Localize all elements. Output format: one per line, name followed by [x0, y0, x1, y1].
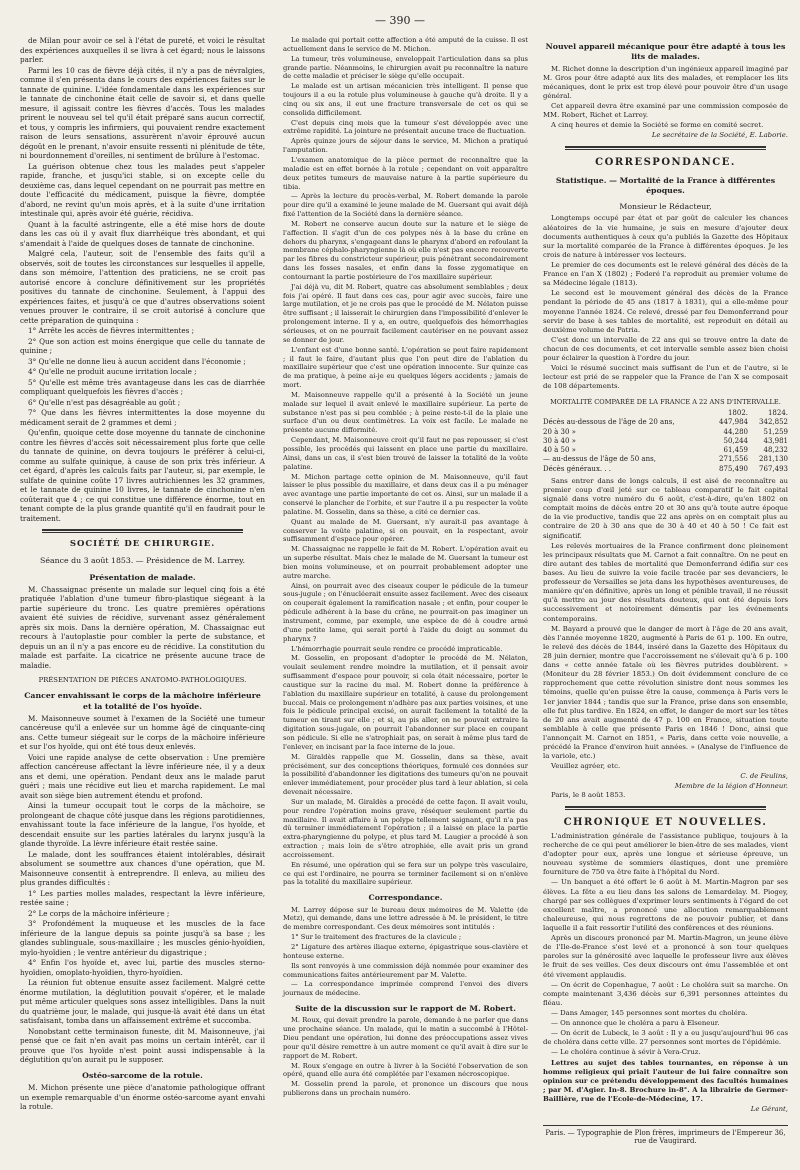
- section-rule: [42, 529, 243, 533]
- table-row: — au-dessus de l'âge de 50 ans, 271,556 281,130: [543, 455, 788, 464]
- apparatus-title: Nouvel appareil mécanique pour être adapté à tous les lits de malades.: [545, 42, 786, 62]
- paragraph: Après un discours prononcé par M. Martin-Magron, un jeune élève de l'Ile-de-France s'est levé et a prononcé à son tour quelques paroles sur la générosité avec laquelle le professeur livre aux élèves le fruit de ses veilles. Ces deux discours ont ému l'assemblée et ont été vivement applaudis.: [543, 934, 788, 979]
- letters-notice: Lettres au sujet des tables tournantes, en réponse à un homme religieux qui priait l'auteur de lui faire connaître son opinion sur ce prétendu développement des facultés humaines ; par M. d'Agier. In-8. Brochure in-8°. A la librairie de Germer-Baillière, rue de l'Ecole-de-Médecine, 17.: [543, 1058, 788, 1103]
- signature-note: Membre de la légion d'Honneur.: [674, 781, 788, 790]
- page-number: — 390 —: [375, 14, 425, 27]
- paragraph: — Après la lecture du procès-verbal, M. Robert demande la parole pour dire qu'il a examiné le jeune malade de M. Guersant qui avait déjà fixé l'attention de la Société dans la dernière séance.: [283, 192, 528, 219]
- paragraph: 4° Qu'elle ne produit aucune irritation locale ;: [28, 367, 197, 376]
- paragraph: 4° Enfin l'os hyoïde et, avec lui, partie des muscles sterno-hyoïdien, omoplato-hyoïdien, thyro-hyoïdien.: [20, 958, 265, 977]
- paragraph: 1° Les parties molles malades, respectant la lèvre inférieure, restée saine ;: [20, 888, 265, 908]
- paragraph: — On écrit de Copenhague, 7 août : Le choléra suit sa marche. On compte maintenant 3,436 décès sur 6,391 personnes atteintes du fléau.: [543, 980, 788, 1007]
- gerant: Le Gérant,: [750, 1105, 788, 1114]
- table-row: Décès au-dessous de l'âge de 20 ans, 447,984 342,852: [543, 418, 788, 427]
- table-row: 20 à 30 » 44,280 51,259: [543, 427, 788, 436]
- paragraph: 6° Qu'elle n'est pas désagréable au goût ;: [28, 397, 181, 407]
- presentation-title: Présentation de malade.: [89, 572, 196, 582]
- paragraph: 1° Sur le traitement des fractures de la clavicule ;: [291, 933, 462, 942]
- paragraph: Le premier de ces documents est le relevé général des décès de la France en l'an X (1802) ; Foderé l'a reproduit au premier volume de sa Médecine légale (1813).: [543, 261, 788, 288]
- paragraph: 2° Que son action est moins énergique que celle du tannate de quinine ;: [20, 336, 265, 355]
- paragraph: La réunion fut obtenue ensuite assez facilement. Malgré cette énorme mutilation, la déglutition pouvait s'opérer, et le malade put même articuler quelques sons assez intelligibles. Dans la nuit du quatrième jour, le malade, qui jusque-là avait été dans un état satisfaisant, tomba dans un affaissement extrême et succomba.: [20, 978, 265, 1026]
- paragraph: A cinq heures et demie la Société se forme en comité secret.: [551, 121, 764, 130]
- paragraph: L'enfant est d'une bonne santé. L'opération se peut faire rapidement ; il faut le faire, d'autant plus que l'on peut dire de l'ablation du maxillaire supérieur que c'est une opération innocente. Sur quinze cas de ma pratique, à peine ai-je eu quelques légers accidents ; jamais de mort.: [283, 345, 528, 390]
- correspondence-heading: CORRESPONDANCE.: [595, 157, 736, 169]
- column-3: [543, 36, 788, 1114]
- column-2: [283, 36, 528, 1099]
- paragraph: L'hémorrhagie pourrait seule rendre ce procédé impraticable.: [291, 644, 503, 653]
- paragraph: Voici une rapide analyse de cette observation : Une première affection cancéreuse affectant la lèvre inférieure née, il y a deux ans et demi, une opération. Pendant deux ans le malade parut guéri ; mais une récidive eut lieu et marcha rapidement. Le mal avait son siège bien autrement étendu et profond.: [20, 752, 265, 800]
- paragraph: M. Gosselin, en proposant d'adopter le procédé de M. Nélaton, voulait seulement rendre moindre la mutilation, et il pensait avoir suffisamment d'espace pour pouvoir, si cela était nécessaire, porter le caustique sur la racine du mal. M. Robert donne la préférence à l'ablation du maxillaire supérieur en totalité, à cause du prolongement buccal. Mais ce prolongement n'adhère pas aux parties voisines, et une fois le pédicule principal excisé, on aurait facilement la totalité de la tumeur en tirant sur elle ; et si, au pis aller, on ne pouvait extraire la digitation sous-jugale, on pourrait l'abandonner sur place en coupant son pédicule. Si elle ne s'atrophiait pas, on serait à même plus tard de l'enlever, en incisant par la face interne de la joue.: [283, 654, 528, 751]
- correspondance-paragraphs: [283, 906, 528, 998]
- section-rule: [565, 806, 766, 810]
- correspondance-title: Correspondance.: [368, 893, 443, 903]
- paragraph: 5° Qu'elle est même très avantageuse dans les cas de diarrhée compliquant quelquefois les fièvres d'accès ;: [20, 377, 265, 396]
- table-row: 30 à 40 » 50,244 43,981: [543, 436, 788, 445]
- apparatus-paragraphs: [543, 65, 788, 131]
- paragraph: Le malade, dont les souffrances étaient intolérables, désirait absolument se soumettre aux chances d'une opération, que M. Maisonneuve consentit à entreprendre. Il enleva, au milieu des plus grandes difficultés :: [20, 849, 265, 888]
- paragraph: M. Larrey dépose sur le bureau deux mémoires de M. Valette (de Metz), qui demande, dans une lettre adressée à M. le président, le titre de membre correspondant. Ces deux mémoires sont intitulés :: [283, 905, 528, 932]
- paragraph: Malgré cela, l'auteur, soit de l'ensemble des faits qu'il a observés, soit de toutes les circonstances sur lesquelles il appelle, dans son mémoire, l'attention des praticiens, ne se croit pas autorisé encore à conclure définitivement sur les propriétés positives du tannate de cinchonine. Seulement, à l'appui des expériences faites, et jusqu'à ce que d'autres observations soient venues prouver le contraire, il se croit autorisé à conclure que cette préparation de quinquina :: [20, 249, 265, 325]
- pieces-title: PRÉSENTATION DE PIÈCES ANATOMO-PATHOLOGIQUES.: [38, 676, 247, 685]
- presentation-text: M. Chassaignac présente un malade sur lequel cinq fois a été pratiquée l'ablation d'une tumeur fibro-plastique siégeant à la partie supérieure du tronc. Les quatre premières opérations avaient été suivies de récidive, survenant assez généralement après six mois. Dans la dernière opération, M. Chassaignac eut recours à l'autoplastie pour combler la perte de substance, et depuis un an il n'y a pas encore eu de récidive. La constitution du malade est parfaite. La cicatrice ne présente aucune trace de maladie.: [20, 584, 265, 670]
- paragraph: Après quinze jours de séjour dans le service, M. Michon a pratiqué l'amputation.: [283, 137, 528, 155]
- column-1: [20, 36, 265, 1113]
- paragraph: L'examen anatomique de la pièce permet de reconnaître que la maladie est en effet bornée à la rotule ; cependant on voit apparaître deux petites tumeurs de mauvaise nature à la partie supérieure du tibia.: [283, 155, 528, 191]
- table-row: Décès généraux. . . 875,490 767,493: [543, 464, 788, 473]
- paragraph: En résumé, une opération qui se fera sur un polype très vasculaire, ce qui est l'ordinaire, ne pourra se terminer facilement si on n'enlève pas la totalité du maxillaire supérieur.: [283, 860, 528, 887]
- paragraph: Voici le résumé succinct mais suffisant de l'un et de l'autre, si le lecteur est prié de se rappeler que la France de l'an X se composait de 108 départements.: [543, 364, 788, 391]
- session-line: Séance du 3 août 1853. — Présidence de M. Larrey.: [40, 556, 245, 566]
- paragraph: Le malade est un artisan mécanicien très intelligent. Il pense que toujours il a eu la rotule plus volumineuse à gauche qu'à droite. Il y a cinq ou six ans, il eut une fracture transversale de cet os qui se consolida difficilement.: [283, 82, 528, 117]
- paragraph: C'est donc un intervalle de 22 ans qui se trouve entre la date de chacun de ces documents, et cet intervalle semble assez bien choisi pour éclairer la question à l'ordre du jour.: [543, 335, 788, 363]
- salutation: Monsieur le Rédacteur,: [619, 202, 712, 212]
- table-header-row: 1802. 1824.: [727, 409, 788, 418]
- signature: C. de Feulins,: [740, 772, 788, 781]
- paragraph: 3° Qu'elle ne donne lieu à aucun accident dans l'économie ;: [28, 356, 246, 366]
- mortality-table: [543, 409, 788, 474]
- paragraph: — On écrit de Lubeck, le 3 août : Il y a eu jusqu'aujourd'hui 96 cas de choléra dans cette ville. 27 personnes sont mortes de l'épidémie.: [543, 1029, 788, 1047]
- paragraph: Cet appareil devra être examiné par une commission composée de MM. Robert, Richet et Larrey.: [543, 102, 788, 120]
- suite-title: Suite de la discussion sur le rapport de M. Robert.: [295, 1004, 516, 1014]
- imprint: Paris. — Typographie de Plon frères, imprimeurs de l'Empereur 36, rue de Vaugirard.: [543, 1125, 788, 1145]
- paragraph: La guérison obtenue chez tous les malades peut s'appeler rapide, franche, et jusqu'ici stable, si on excepte celle du deuxième cas, dans lequel cependant on ne pourrait pas mettre en doute l'efficacité du médicament, puisque la fièvre, domptée d'abord, ne revint qu'un mois après, et à la suite d'une irritation intestinale qui, après avoir été guérie, récidiva.: [20, 161, 265, 218]
- osteo-title: Ostéo-sarcome de la rotule.: [82, 1070, 203, 1080]
- paragraph: Le second est le mouvement général des décès de la France pendant la période de 45 ans (1817 à 1831), qui a elle-même pour moyenne l'année 1824. Ce relevé, dressé par feu Demonferrand pour servir de base à ses tables de mortalité, est reproduit en détail au deuxième volume de Patria.: [543, 289, 788, 334]
- paragraph: M. Richet donne la description d'un ingénieux appareil imaginé par M. Gros pour être adapté aux lits des malades, et remplacer les lits mécaniques, dont le prix est trop élevé pour pouvoir être d'un usage général.: [543, 64, 788, 100]
- paragraph: Les relevés mortuaires de la France confirment donc pleinement les principaux résultats que M. Carnot a fait connaître. On ne peut en dire autant des tables de mortalité que Demonferrand édifia sur ces bases. Au lieu de suivre la voie facile tracée par ses devanciers, le professeur de Versailles se jeta dans les hypothèses aventureuses, de manière qu'en définitive, après un long et pénible travail, il ne réussit qu'à mettre au jour des résultats douteux, qui ont été depuis lors successivement et notoirement démentis par les événements contemporains.: [543, 541, 788, 623]
- paragraph: — Le choléra continue à sévir à Vera-Cruz.: [551, 1048, 701, 1057]
- paragraph: — Un banquet a été offert le 6 août à M. Martin-Magron par ses élèves. La fête a eu lieu dans les salons de Lemardelay. M. Piogey, chargé par ses collègues d'exprimer leurs sentiments à l'égard de cet excellent maître, a prononcé une allocution remarquablement chaleureuse, qui nous regrettons de ne pouvoir publier, et dans laquelle il a fait ressortir l'utilité des conférences et des réunions.: [543, 878, 788, 932]
- paragraph: J'ai déjà vu, dit M. Robert, quatre cas absolument semblables ; deux fois j'ai opéré. Il faut dans ces cas, pour agir avec succès, faire une large mutilation, et je ne crois pas que le procédé de M. Nélaton puisse être suffisant ; il laisserait le chirurgien dans l'impossibilité d'enlever le prolongement interne. Il y a, en outre, quelquefois des hémorrhagies sérieuses, et on ne pourrait facilement cautériser en ne pouvant assez se donner de jour.: [283, 282, 528, 344]
- paragraph: Quant au malade de M. Guersant, n'y aurait-il pas avantage à conserver la voûte palatine, si on pouvait, en la respectant, avoir suffisamment d'espace pour opérer.: [283, 517, 528, 544]
- cancer-paragraphs: [20, 714, 265, 1065]
- paragraph: Sans entrer dans de longs calculs, il est aisé de reconnaître au premier coup d'œil jeté sur ce tableau comparatif le fait capital signalé dans votre numéro du 6 août, c'est-à-dire, qu'en 1802 on comptait moins de décès entre 20 et 30 ans qu'à toute autre époque de la vie productive, tandis que 22 ans après on en comptait plus au contraire de 20 à 30 ans que de 30 à 40 et 40 à 50 ! Ce fait est significatif.: [543, 476, 788, 540]
- paragraph: Nonobstant cette terminaison funeste, dit M. Maisonneuve, j'ai pensé que ce fait n'en avait pas moins un certain intérêt, car il prouve que l'os hyoïde n'est point aussi indispensable à la déglutition qu'on aurait pu le supposer.: [20, 1026, 265, 1065]
- paragraph: C'est depuis cinq mois que la tumeur s'est développée avec une extrême rapidité. La jointure ne présentait aucune trace de fluctuation.: [283, 118, 528, 136]
- paragraph: — La correspondance imprimée comprend l'envoi des divers journaux de médecine.: [283, 980, 528, 998]
- paragraph: M. Robert ne conserve aucun doute sur la nature et le siège de l'affection. Il s'agit d'un de ces polypes nés à la base du crâne en dehors du pharynx, s'engageant dans le pharynx d'abord en refoulant la membrane céphalo-pharyngienne là où elle n'est pas encore recouverte par les fibres du constricteur supérieur, puis pénétrant secondairement dans les fosses nasales, et enfin dans la fosse zygomatique en contournant la partie postérieure de l'os maxillaire supérieur.: [283, 219, 528, 281]
- paragraph: M. Roux s'engage en outre à livrer à la Société l'observation de son opéré, quand elle aura été complétée par l'examen nécroscopique.: [283, 1061, 528, 1079]
- paragraph: 3° Profondément la muqueuse et les muscles de la face inférieure de la langue depuis sa pointe jusqu'à sa base ; les glandes sublinguale, sous-maxillaire ; les muscles génio-hyoïdien, mylo-hyoïdien ; le ventre antérieur du digastrique ;: [20, 919, 265, 957]
- paragraph: — Dans Amager, 145 personnes sont mortes du choléra.: [551, 1008, 748, 1017]
- paragraph: Longtemps occupé par état et par goût de calculer les chances aléatoires de la vie humaine, je suis en mesure d'ajouter deux documents authentiques à ceux qu'a publiés la Gazette des Hôpitaux sur la mortalité comparée de la France à différentes époques. Je les crois de nature à intéresser vos lecteurs.: [543, 214, 788, 259]
- cancer-title: Cancer envahissant le corps de la mâchoire inférieure et la totalité de l'os hyoïde.: [24, 691, 261, 711]
- table-row: 40 à 50 » 61,459 48,232: [543, 446, 788, 455]
- table-title: MORTALITÉ COMPARÉE DE LA FRANCE A 22 ANS D'INTERVALLE.: [550, 397, 781, 406]
- paragraph: M. Roux, qui devait prendre la parole, demande à ne parler que dans une prochaine séance. Un malade, qui le matin a succombé à l'Hôtel-Dieu pendant une opération, lui donne des préoccupations assez vives pour qu'il désire remettre à un autre moment ce qu'il avait à dire sur le rapport de M. Robert.: [283, 1016, 528, 1060]
- section-title-society: SOCIÉTÉ DE CHIRURGIE.: [69, 539, 216, 549]
- section-rule: [565, 146, 766, 150]
- suite-paragraphs: [283, 1016, 528, 1098]
- paragraph: M. Maisonneuve soumet à l'examen de la Société une tumeur cancéreuse qu'il a enlevée sur un homme âgé de cinquante-cinq ans. Cette tumeur siégeait sur le corps de la mâchoire inférieure et sur l'os hyoïde, qui ont été tous deux enlevés.: [20, 713, 265, 752]
- paragraph: L'administration générale de l'assistance publique, toujours à la recherche de ce qui peut améliorer le bien-être de ses malades, vient d'adopter pour eux, après une longue et sérieuse épreuve, un nouveau système de sommiers élastiques, dont une première fourniture de 750 va être faite à l'hôpital du Nord.: [543, 831, 788, 877]
- paragraph: M. Bayard a prouvé que le danger de mort à l'âge de 20 ans avait, dès l'année moyenne 1820, augmenté à Paris de 61 p. 100. En outre, le relevé des décès de 1844, inséré dans la Gazette des Hôpitaux du 28 juin dernier, montre que l'accroissement ne s'élevait qu'à 6 p. 100 dans « cette année fatale où les fièvres putrides doublèrent. » (Moniteur du 28 février 1853.) On doit évidemment conclure de ce rapprochement que cette révolution sinistre dont nous sommes les témoins, quelle qu'en puisse être la cause, commença à Paris vers le 1er janvier 1844 ; tandis que sur la France, prise dans son ensemble, elle fut plus tardive. En 1824, en effet, le danger de mort sur les têtes de 20 ans avait augmenté de 47 p. 100 en France, situation toute semblable à celle que présente Paris en 1846 ! Donc, ainsi que l'annonçait M. Carnot en 1851, « Paris, dans cette voie nouvelle, a précédé la France d'environ huit années. » (Analyse de l'influence de la variole, etc.): [543, 624, 788, 761]
- paragraph: 1° Arrête les accès de fièvres intermittentes ;: [28, 326, 195, 335]
- secretary-signature: Le secrétaire de la Société, E. Laborie.: [651, 131, 788, 140]
- column-1-paragraphs: [20, 36, 265, 523]
- paragraph: de Milan pour avoir ce sel à l'état de pureté, et voici le résultat des expériences auxquelles il se livra à cet égard; nous le laissons parler.: [20, 36, 265, 64]
- paragraph: Quant à la faculté astringente, elle a été mise hors de doute dans les cas où il y avait flux diarrhéique très abondant, et qui s'amendait à l'aide de quelques doses de tannate de cinchonine.: [20, 219, 265, 248]
- paragraph: M. Maisonneuve rappelle qu'il a présenté à la Société un jeune malade sur lequel il avait enlevé le maxillaire supérieur. La perte de substance n'est pas si peu comblée ; à peine reste-t-il de la plaie une surface d'un ou deux centimètres. La voix est facile. Le malade ne présente aucune difformité.: [283, 390, 528, 435]
- chronique-heading: CHRONIQUE ET NOUVELLES.: [563, 816, 768, 828]
- paragraph: M. Michon partage cette opinion de M. Maisonneuve, qu'il faut laisser le plus possible du maxillaire, et dans deux cas il a pu ménager avec avantage une partie importante de cet os. Ainsi, sur un malade il a conservé le plancher de l'orbite, et sur l'autre il a pu respecter la voûte palatine. M. Gosselin, dans sa thèse, a cité ce dernier cas.: [283, 472, 528, 516]
- paragraph: Parmi les 10 cas de fièvre déjà cités, il n'y a pas de névralgies, comme il s'en présenta dans le cours des expériences faites sur le tannate de quinine. L'idée fondamentale dans les expériences sur le tannate de cinchonine était celle de savoir si, et dans quelle mesure, il agissait contre les fièvres d'accès. Tous les malades prirent le nouveau sel tel qu'il était préparé sans aucun correctif, et tous, y compris les infirmiers, qui pouvaient rendre exactement raison de leurs sensations, assurèrent n'avoir éprouvé aucun dégoût en le prenant, n'avoir ensuite ressenti ni plénitude de tête, ni bourdonnement d'oreilles, ni sentiment de brûlure à l'estomac.: [20, 65, 265, 160]
- paragraph: La tumeur, très volumineuse, enveloppait l'articulation dans sa plus grande partie. Néanmoins, le chirurgien avait pu reconnaître la nature de cette maladie et préciser le siège qu'elle occupait.: [283, 54, 528, 81]
- paragraph: Ainsi la tumeur occupait tout le corps de la mâchoire, se prolongeant de chaque côté jusque dans les régions parotidiennes, envahissant toute la face inférieure de la langue, l'os hyoïde, et descendait ensuite sur les parties latérales du larynx jusqu'à la glande thyroïde. La lèvre inférieure était restée saine.: [20, 801, 265, 849]
- paragraph: M. Giraldès rappelle que M. Gosselin, dans sa thèse, avait précisément, sur des conceptions théoriques, formulé ces données sur la possibilité d'abandonner les digitations des tumeurs qu'on ne pouvait enlever immédiatement, pour procéder plus tard à leur ablation, si cela devenait nécessaire.: [283, 752, 528, 797]
- corr-paragraphs: [543, 214, 788, 391]
- paragraph: 2° Ligature des artères iliaque externe, épigastrique sous-clavière et honteuse externe.: [283, 942, 528, 960]
- paragraph: — On annonce que le choléra a paru à Elseneur.: [551, 1019, 720, 1028]
- place-date: Paris, le 8 août 1853.: [551, 790, 626, 799]
- paragraph: 2° Le corps de la mâchoire inférieure ;: [28, 908, 170, 918]
- paragraph: Ils sont renvoyés à une commission déjà nommée pour examiner des communications faites antérieurement par M. Valette.: [283, 961, 528, 979]
- paragraph: Veuillez agréer, etc.: [551, 762, 621, 771]
- paragraph: 7° Que dans les fièvres intermittentes la dose moyenne du médicament serait de 2 grammes et demi ;: [20, 408, 265, 427]
- osteo-text: M. Michon présente une pièce d'anatomie pathologique offrant un exemple remarquable d'un énorme ostéo-sarcome ayant envahi la rotule.: [20, 1083, 265, 1112]
- paragraph: Ainsi, on pourrait avec des ciseaux couper le pédicule de la tumeur sous-jugule ; on l'énucléerait ensuite assez facilement. Avec des ciseaux on couperait également la ramification nasale ; et enfin, pour couper le pédicule adhérent à la base du crâne, ne pourrait-on pas imaginer un instrument, comme, par exemple, une espèce de dé à coudre armé d'une petite lame, qui serait porté à l'aide du doigt au sommet du pharynx ?: [283, 581, 528, 643]
- statistics-subtitle: Statistique. — Mortalité de la France à différentes époques.: [555, 175, 776, 195]
- paragraph: Le malade qui portait cette affection a été amputé de la cuisse. Il est actuellement dans le service de M. Michon.: [283, 36, 528, 53]
- paragraph: Qu'enfin, quoique cette dose moyenne du tannate de cinchonine contre les fièvres d'accès soit nécessairement plus forte que celle du tannate de quinine, on devra toujours le préférer à celui-ci, comme au sulfate quinique, à cause de son prix très inférieur. A cet égard, d'après les calculs faits par l'auteur, si, par exemple, le sulfate de quinine coûte 17 livres autrichiennes les 32 grammes, et le tannate de quinine 10 livres, le tannate de cinchonine n'en coûterait que 4 ; ce qui constitue une différence énorme, tout en tenant compte de la plus grande quantité qu'il en faudrait pour le traitement.: [20, 428, 265, 523]
- column-2-paragraphs: [283, 36, 528, 887]
- paragraph: Cependant, M. Maisonneuve croit qu'il faut ne pas repousser, si c'est possible, les procédés qui laissent en place une partie du maxillaire. Ainsi, dans un cas, il s'est bien trouvé de laisser la totalité de la voûte palatine.: [283, 436, 528, 471]
- paragraph: M. Gosselin prend la parole, et prononce un discours que nous publierons dans un prochain numéro.: [283, 1080, 528, 1098]
- paragraph: M. Chassaignac ne rappelle le fait de M. Robert. L'opération avait eu un superbe résultat. Mais chez le malade de M. Guersant la tumeur est bien moins volumineuse, et on pourrait probablement adopter une autre marche.: [283, 545, 528, 580]
- paragraph: Sur un malade, M. Giraldès a procédé de cette façon. Il avait voulu, pour rendre l'opération moins grave, réséquer seulement partie du maxillaire. Il avait affaire à un polype tellement saignant, qu'il n'a pas dû terminer immédiatement l'opération ; il a laissé en place la partie extra-pharyngienne du polype, et plus tard M. Laugier a procédé à son extraction ; mais loin de s'être atrophiée, elle avait pris un grand accroissement.: [283, 797, 528, 859]
- corr-paragraphs-2: [543, 477, 788, 772]
- chronique-paragraphs: [543, 832, 788, 1058]
- table-body: [543, 418, 788, 473]
